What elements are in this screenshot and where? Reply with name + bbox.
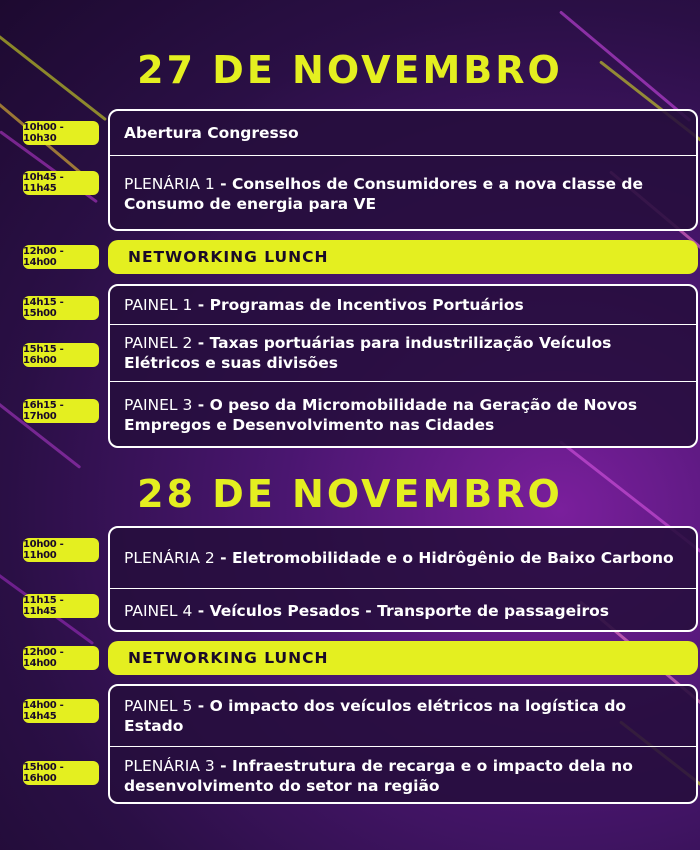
session-row [110, 686, 696, 746]
session-prefix: PAINEL 1 [124, 296, 193, 314]
session-row [110, 746, 696, 804]
session-row [110, 381, 696, 448]
time-badge: 16h15 - 17h00 [23, 399, 99, 423]
session-topic: O peso da Micromobilidade na Geração de Novos Empregos e Desenvolvimento nas Cidades [124, 396, 638, 434]
time-badge: 15h00 - 16h00 [23, 761, 99, 785]
day2-title: 28 DE NOVEMBRO [137, 472, 563, 516]
session-prefix: PAINEL 2 [124, 334, 193, 352]
day2-session-panel-b [108, 684, 698, 804]
separator: - [192, 601, 210, 620]
session-prefix: PLENÁRIA 1 [124, 174, 215, 193]
session-topic: Programas de Incentivos Portuários [209, 296, 524, 314]
session-prefix: PLENÁRIA 2 [124, 549, 215, 567]
day1-session-panel-a [108, 109, 698, 231]
day1-title: 27 DE NOVEMBRO [137, 48, 563, 92]
session-topic: Infraestrutura de recarga e o impacto dela no desenvolvimento do setor na região [124, 756, 633, 795]
session-topic: Taxas portuárias para industrilização Veículos Elétricos e suas divisões [124, 334, 612, 372]
session-prefix: PAINEL 5 [124, 697, 193, 715]
time-badge: 14h00 - 14h45 [23, 699, 99, 723]
session-row [110, 155, 696, 231]
session-row [110, 111, 696, 155]
networking-lunch-banner: NETWORKING LUNCH [108, 240, 698, 274]
time-badge: 14h15 - 15h00 [23, 296, 99, 320]
separator: - [192, 697, 210, 715]
session-row [110, 324, 696, 381]
session-row [110, 286, 696, 324]
time-badge: 10h00 - 10h30 [23, 121, 99, 145]
time-badge: 10h00 - 11h00 [23, 538, 99, 562]
session-row [110, 588, 696, 632]
separator: - [214, 174, 232, 193]
session-prefix: PLENÁRIA 3 [124, 756, 215, 775]
separator: - [214, 756, 232, 775]
session-prefix: PAINEL 4 [124, 601, 193, 620]
time-badge: 11h15 - 11h45 [23, 594, 99, 618]
time-badge: 15h15 - 16h00 [23, 343, 99, 367]
time-badge: 12h00 - 14h00 [23, 245, 99, 269]
time-badge: 12h00 - 14h00 [23, 646, 99, 670]
networking-lunch-banner: NETWORKING LUNCH [108, 641, 698, 675]
session-topic: Veículos Pesados - Transporte de passageiros [209, 601, 609, 620]
session-topic: O impacto dos veículos elétricos na logística do Estado [124, 697, 627, 735]
session-topic: Eletromobilidade e o Hidrôgênio de Baixo Carbono [231, 549, 674, 567]
session-row [110, 528, 696, 588]
separator: - [192, 334, 210, 352]
session-topic: Abertura Congresso [124, 124, 299, 142]
session-prefix: PAINEL 3 [124, 396, 193, 414]
separator: - [192, 296, 210, 314]
separator: - [214, 549, 232, 567]
separator: - [192, 396, 210, 414]
session-topic: Conselhos de Consumidores e a nova classe de Consumo de energia para VE [124, 174, 644, 213]
time-badge: 10h45 - 11h45 [23, 171, 99, 195]
day2-session-panel-a [108, 526, 698, 632]
day1-session-panel-b [108, 284, 698, 448]
